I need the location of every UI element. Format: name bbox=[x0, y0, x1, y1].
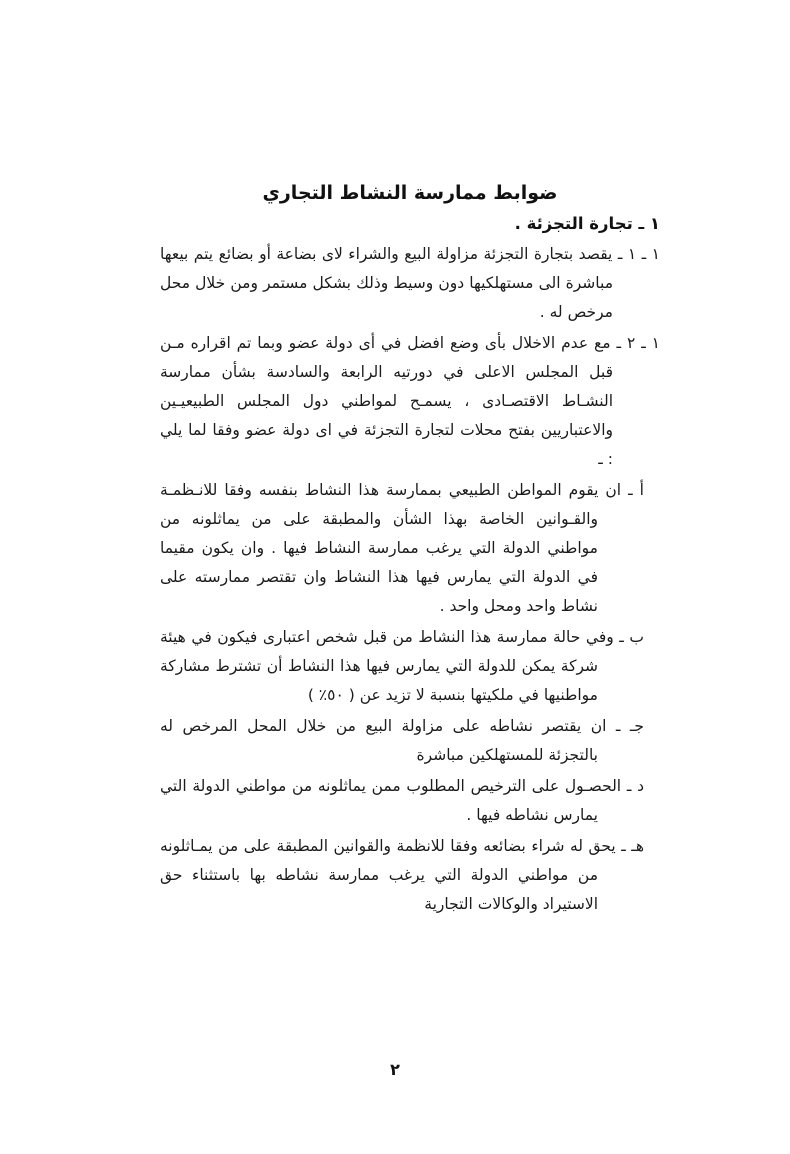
subclause-a bbox=[160, 476, 644, 621]
item-label: ب ـ bbox=[619, 628, 644, 646]
paragraph-text: يقصد بتجارة التجزئة مزاولة البيع والشراء لاى بضاعة أو بضائع يتم بيعها مباشرة الى مستهلكيها دون وسيط وذلك بشكل مستمر ومن خلال محل مرخص له . bbox=[160, 245, 613, 321]
subclause-dal bbox=[160, 772, 644, 830]
subclause-b bbox=[160, 623, 644, 710]
paragraph-text: وفي حالة ممارسة هذا النشاط من قبل شخص اعتبارى فيكون في هيئة شركة يمكن للدولة التي يمارس فيها هذا النشاط أن تشترط مشاركة مواطنيها في ملكيتها بنسبة لا تزيد عن ( ٥٠٪ ) bbox=[160, 628, 614, 704]
item-label: جـ ـ bbox=[615, 717, 644, 735]
paragraph-text: يحق له شراء بضائعه وفقا للانظمة والقوانين المطبقة على من يمـاثلونه من مواطني الدولة التي يرغب ممارسة نشاطه بها باستثناء حق الاستيراد والوكالات التجارية bbox=[160, 837, 616, 913]
item-label: هـ ـ bbox=[621, 837, 644, 855]
section-heading: ١ ـ تجارة التجزئة . bbox=[514, 214, 660, 233]
paragraph-text: ان يقتصر نشاطه على مزاولة البيع من خلال المحل المرخص له بالتجزئة للمستهلكين مباشرة bbox=[160, 717, 607, 764]
document-content bbox=[160, 182, 660, 921]
document-title: ضوابط ممارسة النشاط التجاري bbox=[262, 182, 558, 204]
subclause-jeem bbox=[160, 712, 644, 770]
item-label: أ ـ bbox=[628, 481, 644, 499]
paragraph-text: الحصـول على الترخيص المطلوب ممن يماثلونه من مواطني الدولة التي يمارس نشاطه فيها . bbox=[160, 777, 622, 824]
item-label: ١ ـ ٢ ـ bbox=[616, 334, 660, 352]
paragraph-text: ان يقوم المواطن الطبيعي بممارسة هذا النشاط بنفسه وفقا للانـظمـة والقـوانين الخاصة بهذا الشأن والمطبقة على من يماثلونه من مواطني الدولة التي يرغب ممارسة النشاط فيها . وان يكون مقيما في الدولة التي يمارس فيها هذا النشاط وان تقتصر ممارسته على نشاط واحد ومحل واحد . bbox=[160, 481, 622, 615]
paragraph-text: مع عدم الاخلال بأى وضع افضل في أى دولة عضو وبما تم اقراره مـن قبل المجلس الاعلى في دورتيه الرابعة والسادسة بشأن ممارسة النشـاط الاقتصـادى ، يسمـح لمواطني دول المجلس الطبيعيـين والاعتباريين بفتح محلات لتجارة التجزئة في اى دولة عضو وفقا لما يلي : ـ bbox=[160, 334, 613, 468]
item-label: ١ ـ ١ ـ bbox=[617, 245, 660, 263]
paragraph-1-2 bbox=[160, 329, 660, 474]
item-label: د ـ bbox=[626, 777, 645, 795]
subclause-ha bbox=[160, 832, 644, 919]
page-number: ٢ bbox=[390, 1060, 400, 1079]
paragraph-1-1 bbox=[160, 240, 660, 327]
